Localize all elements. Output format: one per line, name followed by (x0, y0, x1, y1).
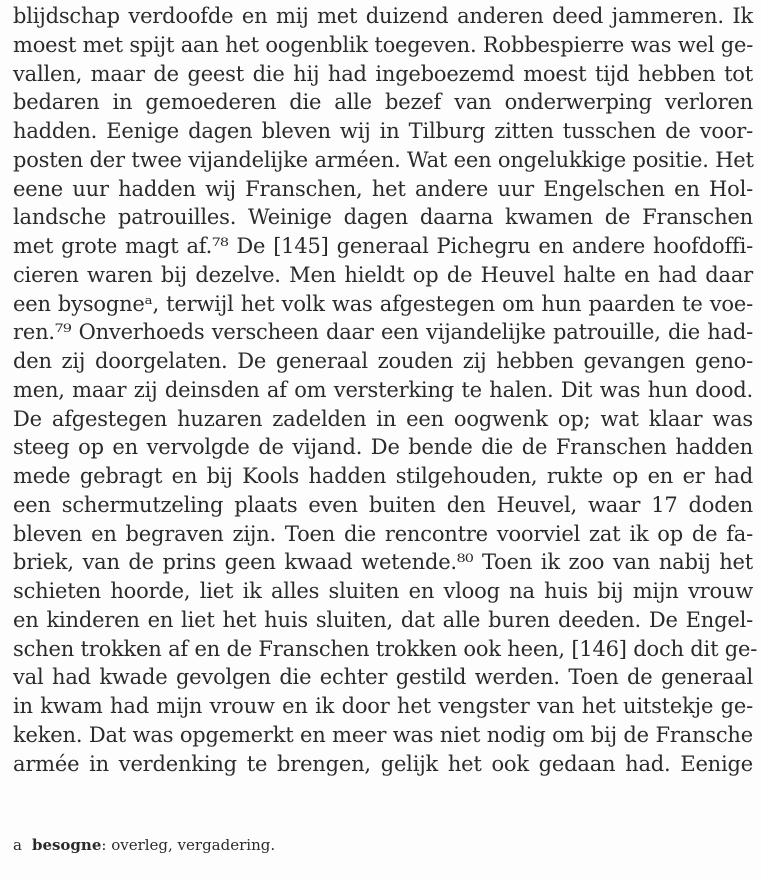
text-line: in kwam had mijn vrouw en ik door het vengster van het uitstekje ge- (13, 694, 753, 718)
footnote (13, 836, 275, 854)
text-line: bleven en begraven zijn. Toen die rencontre voorviel zat ik op de fa- (13, 521, 753, 546)
text-line: hadden. Eenige dagen bleven wij in Tilburg zitten tusschen de voor- (13, 119, 753, 143)
text-line: en kinderen en liet het huis sluiten, dat alle buren deeden. De Engel- (13, 607, 753, 632)
text-line: briek, van de prins geen kwaad wetende.⁸⁰ Toen ik zoo van nabij het (13, 550, 753, 575)
text-line: vallen, maar de geest die hij had ingeboezemd moest tijd hebben tot (13, 61, 753, 86)
text-line: mede gebragt en bij Kools hadden stilgehouden, rukte op en er had (13, 464, 753, 488)
footnote-term: besogne (31, 836, 102, 854)
text-line: blijdschap verdoofde en mij met duizend anderen deed jammeren. Ik (13, 4, 753, 28)
text-line: met grote magt af.⁷⁸ De [145] generaal Pichegru en andere hoofdoffi- (13, 234, 753, 258)
text-line: val had kwade gevolgen die echter gestild werden. Toen de generaal (13, 665, 753, 690)
text-line: den zij doorgelaten. De generaal zouden zij hebben gevangen geno- (13, 349, 753, 373)
text-line: keken. Dat was opgemerkt en meer was niet nodig om bij de Fransche (13, 722, 753, 747)
text-line: posten der twee vijandelijke arméen. Wat een ongelukkige positie. Het (13, 147, 754, 172)
text-line: schieten hoorde, liet ik alles sluiten en vloog na huis bij mijn vrouw (13, 579, 753, 603)
text-line: armée in verdenking te brengen, gelijk het ook gedaan had. Eenige (13, 751, 753, 776)
text-line: ren.⁷⁹ Onverhoeds verscheen daar een vijandelijke patrouille, die had- (13, 320, 753, 345)
text-line: men, maar zij deinsden af om versterking te halen. Dit was hun dood. (13, 377, 753, 402)
text-line: moest met spijt aan het oogenblik toegeven. Robbespierre was wel ge- (13, 32, 754, 57)
text-line: cieren waren bij dezelve. Men hieldt op de Heuvel halte en had daar (13, 262, 753, 287)
text-line: De afgestegen huzaren zadelden in een oogwenk op; wat klaar was (13, 406, 753, 431)
text-line: schen trokken af en de Franschen trokken ook heen, [146] doch dit ge- (13, 636, 758, 661)
footnote-definition: : overleg, vergadering. (101, 836, 276, 854)
text-line: eene uur hadden wij Franschen, het andere uur Engelschen en Hol- (13, 176, 753, 201)
text-line: landsche patrouilles. Weinige dagen daarna kwamen de Franschen (13, 205, 753, 230)
text-line: een schermutzeling plaats even buiten den Heuvel, waar 17 doden (13, 492, 753, 517)
text-line: steeg op en vervolgde de vijand. De bende die de Franschen hadden (13, 435, 753, 460)
body-text (13, 2, 758, 778)
text-line: bedaren in gemoederen die alle bezef van onderwerping verloren (13, 90, 753, 115)
text-line: een bysogneᵃ, terwijl het volk was afgestegen om hun paarden te voe- (13, 291, 753, 316)
footnote-marker: a (13, 836, 22, 854)
